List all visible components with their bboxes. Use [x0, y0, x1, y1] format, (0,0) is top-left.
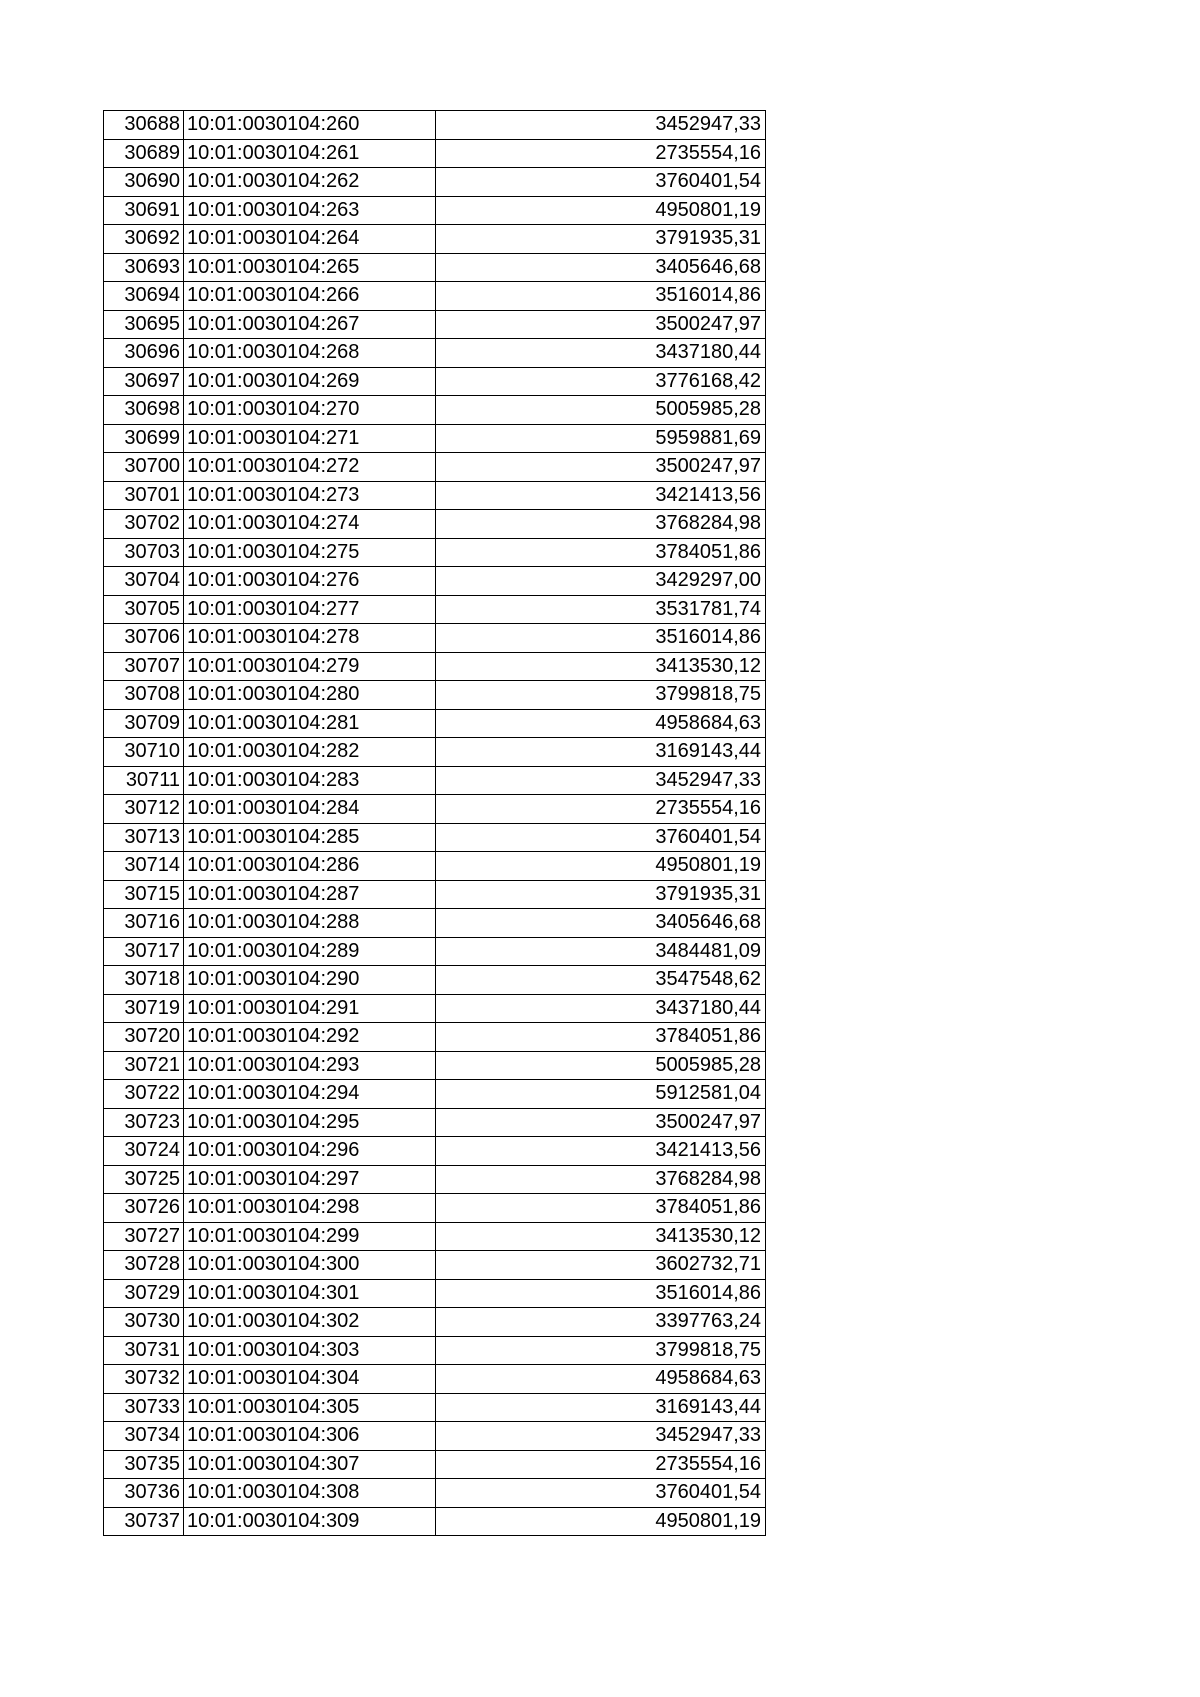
data-table [103, 110, 766, 1536]
cadastral-number-cell: 10:01:0030104:308 [184, 1479, 436, 1508]
row-number-cell: 30709 [104, 709, 184, 738]
row-number-cell: 30724 [104, 1137, 184, 1166]
cadastral-number-cell: 10:01:0030104:299 [184, 1222, 436, 1251]
cadastral-number-cell: 10:01:0030104:280 [184, 681, 436, 710]
row-number-cell: 30725 [104, 1165, 184, 1194]
value-cell: 3784051,86 [436, 1023, 766, 1052]
row-number-cell: 30710 [104, 738, 184, 767]
table-row [104, 538, 766, 567]
value-cell: 3516014,86 [436, 1279, 766, 1308]
table-row [104, 1336, 766, 1365]
value-cell: 5912581,04 [436, 1080, 766, 1109]
table-row [104, 823, 766, 852]
cadastral-number-cell: 10:01:0030104:289 [184, 937, 436, 966]
table-row [104, 1051, 766, 1080]
row-number-cell: 30708 [104, 681, 184, 710]
table-row [104, 367, 766, 396]
table-row [104, 1450, 766, 1479]
table-row [104, 880, 766, 909]
value-cell: 3405646,68 [436, 253, 766, 282]
row-number-cell: 30700 [104, 453, 184, 482]
table-row [104, 852, 766, 881]
table-row [104, 481, 766, 510]
table-row [104, 1194, 766, 1223]
row-number-cell: 30722 [104, 1080, 184, 1109]
value-cell: 2735554,16 [436, 139, 766, 168]
row-number-cell: 30706 [104, 624, 184, 653]
table-row [104, 709, 766, 738]
cadastral-number-cell: 10:01:0030104:273 [184, 481, 436, 510]
table-row [104, 1479, 766, 1508]
value-cell: 3500247,97 [436, 1108, 766, 1137]
value-cell: 3799818,75 [436, 681, 766, 710]
table-row [104, 1422, 766, 1451]
table-row [104, 225, 766, 254]
value-cell: 3516014,86 [436, 624, 766, 653]
cadastral-number-cell: 10:01:0030104:305 [184, 1393, 436, 1422]
row-number-cell: 30734 [104, 1422, 184, 1451]
row-number-cell: 30720 [104, 1023, 184, 1052]
table-row [104, 510, 766, 539]
cadastral-number-cell: 10:01:0030104:307 [184, 1450, 436, 1479]
table-row [104, 652, 766, 681]
cadastral-number-cell: 10:01:0030104:281 [184, 709, 436, 738]
table-row [104, 253, 766, 282]
row-number-cell: 30713 [104, 823, 184, 852]
row-number-cell: 30695 [104, 310, 184, 339]
value-cell: 3516014,86 [436, 282, 766, 311]
table-row [104, 282, 766, 311]
value-cell: 3413530,12 [436, 1222, 766, 1251]
value-cell: 5005985,28 [436, 1051, 766, 1080]
table-row [104, 1393, 766, 1422]
row-number-cell: 30719 [104, 994, 184, 1023]
value-cell: 3169143,44 [436, 738, 766, 767]
value-cell: 3760401,54 [436, 168, 766, 197]
value-cell: 4958684,63 [436, 709, 766, 738]
value-cell: 3799818,75 [436, 1336, 766, 1365]
row-number-cell: 30733 [104, 1393, 184, 1422]
table-row [104, 310, 766, 339]
value-cell: 3397763,24 [436, 1308, 766, 1337]
table-row [104, 1108, 766, 1137]
cadastral-number-cell: 10:01:0030104:302 [184, 1308, 436, 1337]
row-number-cell: 30689 [104, 139, 184, 168]
table-row [104, 1308, 766, 1337]
cadastral-number-cell: 10:01:0030104:265 [184, 253, 436, 282]
cadastral-number-cell: 10:01:0030104:263 [184, 196, 436, 225]
cadastral-number-cell: 10:01:0030104:304 [184, 1365, 436, 1394]
table-row [104, 111, 766, 140]
row-number-cell: 30711 [104, 766, 184, 795]
row-number-cell: 30714 [104, 852, 184, 881]
row-number-cell: 30735 [104, 1450, 184, 1479]
value-cell: 2735554,16 [436, 795, 766, 824]
value-cell: 3760401,54 [436, 823, 766, 852]
cadastral-number-cell: 10:01:0030104:297 [184, 1165, 436, 1194]
table-row [104, 453, 766, 482]
cadastral-number-cell: 10:01:0030104:291 [184, 994, 436, 1023]
value-cell: 3791935,31 [436, 880, 766, 909]
value-cell: 4950801,19 [436, 852, 766, 881]
value-cell: 3791935,31 [436, 225, 766, 254]
value-cell: 3437180,44 [436, 339, 766, 368]
table-row [104, 909, 766, 938]
row-number-cell: 30703 [104, 538, 184, 567]
value-cell: 5959881,69 [436, 424, 766, 453]
table-row [104, 1165, 766, 1194]
row-number-cell: 30691 [104, 196, 184, 225]
value-cell: 5005985,28 [436, 396, 766, 425]
row-number-cell: 30721 [104, 1051, 184, 1080]
value-cell: 3421413,56 [436, 1137, 766, 1166]
value-cell: 2735554,16 [436, 1450, 766, 1479]
cadastral-number-cell: 10:01:0030104:284 [184, 795, 436, 824]
row-number-cell: 30690 [104, 168, 184, 197]
table-row [104, 139, 766, 168]
cadastral-number-cell: 10:01:0030104:286 [184, 852, 436, 881]
row-number-cell: 30716 [104, 909, 184, 938]
row-number-cell: 30704 [104, 567, 184, 596]
value-cell: 3437180,44 [436, 994, 766, 1023]
table-row [104, 1507, 766, 1536]
row-number-cell: 30705 [104, 595, 184, 624]
value-cell: 3784051,86 [436, 538, 766, 567]
row-number-cell: 30730 [104, 1308, 184, 1337]
value-cell: 3602732,71 [436, 1251, 766, 1280]
value-cell: 3768284,98 [436, 1165, 766, 1194]
row-number-cell: 30702 [104, 510, 184, 539]
table-body [104, 111, 766, 1536]
cadastral-number-cell: 10:01:0030104:293 [184, 1051, 436, 1080]
cadastral-number-cell: 10:01:0030104:290 [184, 966, 436, 995]
cadastral-number-cell: 10:01:0030104:278 [184, 624, 436, 653]
value-cell: 3429297,00 [436, 567, 766, 596]
value-cell: 3500247,97 [436, 310, 766, 339]
table-row [104, 1080, 766, 1109]
table-row [104, 595, 766, 624]
row-number-cell: 30699 [104, 424, 184, 453]
table-row [104, 1279, 766, 1308]
cadastral-number-cell: 10:01:0030104:285 [184, 823, 436, 852]
cadastral-number-cell: 10:01:0030104:292 [184, 1023, 436, 1052]
cadastral-number-cell: 10:01:0030104:277 [184, 595, 436, 624]
cadastral-number-cell: 10:01:0030104:300 [184, 1251, 436, 1280]
table-row [104, 681, 766, 710]
value-cell: 3484481,09 [436, 937, 766, 966]
cadastral-number-cell: 10:01:0030104:272 [184, 453, 436, 482]
value-cell: 3784051,86 [436, 1194, 766, 1223]
value-cell: 3452947,33 [436, 766, 766, 795]
table-row [104, 624, 766, 653]
row-number-cell: 30712 [104, 795, 184, 824]
row-number-cell: 30729 [104, 1279, 184, 1308]
row-number-cell: 30737 [104, 1507, 184, 1536]
row-number-cell: 30715 [104, 880, 184, 909]
cadastral-number-cell: 10:01:0030104:306 [184, 1422, 436, 1451]
table-row [104, 567, 766, 596]
cadastral-number-cell: 10:01:0030104:296 [184, 1137, 436, 1166]
cadastral-number-cell: 10:01:0030104:309 [184, 1507, 436, 1536]
row-number-cell: 30697 [104, 367, 184, 396]
cadastral-number-cell: 10:01:0030104:301 [184, 1279, 436, 1308]
row-number-cell: 30726 [104, 1194, 184, 1223]
row-number-cell: 30707 [104, 652, 184, 681]
value-cell: 3413530,12 [436, 652, 766, 681]
cadastral-number-cell: 10:01:0030104:264 [184, 225, 436, 254]
cadastral-number-cell: 10:01:0030104:276 [184, 567, 436, 596]
row-number-cell: 30692 [104, 225, 184, 254]
cadastral-number-cell: 10:01:0030104:288 [184, 909, 436, 938]
row-number-cell: 30723 [104, 1108, 184, 1137]
cadastral-number-cell: 10:01:0030104:261 [184, 139, 436, 168]
value-cell: 3452947,33 [436, 111, 766, 140]
row-number-cell: 30694 [104, 282, 184, 311]
table-row [104, 1222, 766, 1251]
cadastral-number-cell: 10:01:0030104:298 [184, 1194, 436, 1223]
cadastral-number-cell: 10:01:0030104:266 [184, 282, 436, 311]
value-cell: 3768284,98 [436, 510, 766, 539]
row-number-cell: 30736 [104, 1479, 184, 1508]
cadastral-number-cell: 10:01:0030104:268 [184, 339, 436, 368]
row-number-cell: 30693 [104, 253, 184, 282]
value-cell: 4958684,63 [436, 1365, 766, 1394]
cadastral-number-cell: 10:01:0030104:294 [184, 1080, 436, 1109]
value-cell: 3760401,54 [436, 1479, 766, 1508]
value-cell: 3500247,97 [436, 453, 766, 482]
table-row [104, 1251, 766, 1280]
row-number-cell: 30728 [104, 1251, 184, 1280]
table-row [104, 196, 766, 225]
table-row [104, 994, 766, 1023]
table-row [104, 966, 766, 995]
value-cell: 3452947,33 [436, 1422, 766, 1451]
value-cell: 3169143,44 [436, 1393, 766, 1422]
value-cell: 3421413,56 [436, 481, 766, 510]
cadastral-number-cell: 10:01:0030104:260 [184, 111, 436, 140]
table-row [104, 424, 766, 453]
row-number-cell: 30718 [104, 966, 184, 995]
table-row [104, 1137, 766, 1166]
value-cell: 3547548,62 [436, 966, 766, 995]
table-row [104, 738, 766, 767]
cadastral-number-cell: 10:01:0030104:303 [184, 1336, 436, 1365]
cadastral-number-cell: 10:01:0030104:275 [184, 538, 436, 567]
value-cell: 3776168,42 [436, 367, 766, 396]
table-row [104, 1365, 766, 1394]
cadastral-number-cell: 10:01:0030104:267 [184, 310, 436, 339]
value-cell: 3531781,74 [436, 595, 766, 624]
table-row [104, 396, 766, 425]
cadastral-number-cell: 10:01:0030104:269 [184, 367, 436, 396]
value-cell: 3405646,68 [436, 909, 766, 938]
cadastral-number-cell: 10:01:0030104:287 [184, 880, 436, 909]
row-number-cell: 30727 [104, 1222, 184, 1251]
row-number-cell: 30688 [104, 111, 184, 140]
table-row [104, 766, 766, 795]
row-number-cell: 30732 [104, 1365, 184, 1394]
row-number-cell: 30701 [104, 481, 184, 510]
cadastral-number-cell: 10:01:0030104:274 [184, 510, 436, 539]
row-number-cell: 30717 [104, 937, 184, 966]
row-number-cell: 30731 [104, 1336, 184, 1365]
row-number-cell: 30696 [104, 339, 184, 368]
value-cell: 4950801,19 [436, 196, 766, 225]
cadastral-number-cell: 10:01:0030104:295 [184, 1108, 436, 1137]
table-row [104, 168, 766, 197]
cadastral-number-cell: 10:01:0030104:279 [184, 652, 436, 681]
cadastral-number-cell: 10:01:0030104:283 [184, 766, 436, 795]
table-row [104, 339, 766, 368]
cadastral-number-cell: 10:01:0030104:262 [184, 168, 436, 197]
row-number-cell: 30698 [104, 396, 184, 425]
table-row [104, 1023, 766, 1052]
table-row [104, 937, 766, 966]
cadastral-number-cell: 10:01:0030104:282 [184, 738, 436, 767]
cadastral-number-cell: 10:01:0030104:270 [184, 396, 436, 425]
cadastral-number-cell: 10:01:0030104:271 [184, 424, 436, 453]
value-cell: 4950801,19 [436, 1507, 766, 1536]
table-row [104, 795, 766, 824]
